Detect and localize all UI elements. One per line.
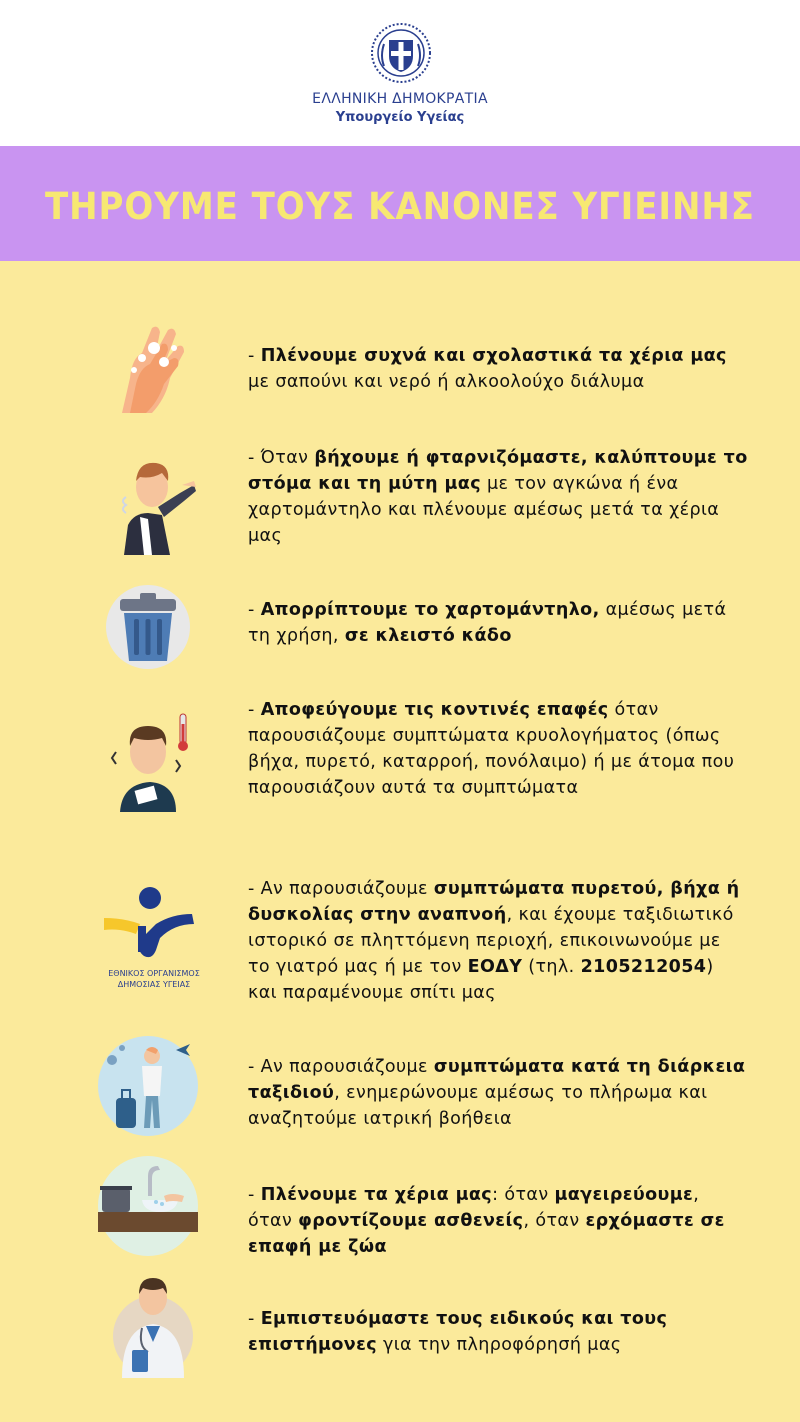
sneezing-man-icon — [118, 455, 196, 555]
rule-text-bold: Απορρίπτουμε το χαρτομάντηλο, — [260, 600, 600, 620]
rule-text: με τον αγκώνα ή ένα χαρτομάντηλο και πλένουμε αμέσως μετά τα χέρια μας — [248, 474, 720, 546]
rule-hand-washing — [248, 343, 748, 395]
rule-text: - Αν παρουσιάζουμε — [248, 879, 434, 899]
rule-text-bold: Πλένουμε τα χέρια μας — [260, 1185, 493, 1205]
rule-text-bold: σε κλειστό κάδο — [344, 626, 512, 646]
rule-text-bold: Αποφεύγουμε τις κοντινές επαφές — [260, 700, 609, 720]
rule-text: - — [248, 346, 261, 366]
rule-text: (τηλ. — [522, 957, 581, 977]
republic-title: ΕΛΛΗΝΙΚΗ ΔΗΜΟΚΡΑΤΙΑ — [312, 91, 488, 107]
eody-logo-icon — [100, 884, 196, 964]
rule-text-bold: μαγειρεύουμε — [554, 1185, 694, 1205]
rule-text-bold: ερχόμαστε σε επαφή με ζώα — [248, 1211, 725, 1257]
page-title: ΤΗΡΟΥΜΕ ΤΟΥΣ ΚΑΝΟΝΕΣ ΥΓΙΕΙΝΗΣ — [45, 185, 755, 228]
rule-text-bold: Εμπιστευόμαστε τους ειδικούς και τους επιστήμονες — [248, 1309, 668, 1355]
rule-text-bold: Πλένουμε συχνά και σχολαστικά τα χέρια μας — [260, 346, 727, 366]
rule-text: με σαπούνι και νερό ή αλκοολούχο διάλυμα — [248, 372, 645, 392]
rule-dispose-tissue — [248, 597, 748, 649]
rule-wash-occasions — [248, 1182, 748, 1260]
trash-bin-icon — [106, 585, 190, 669]
rule-text: - Αν παρουσιάζουμε — [248, 1057, 434, 1077]
rule-avoid-contact — [248, 697, 748, 801]
rule-contact-eody — [248, 876, 748, 1006]
rule-text: - Όταν — [248, 448, 315, 468]
rule-text: - — [248, 600, 261, 620]
rule-text: - — [248, 700, 261, 720]
rule-text-bold: συμπτώματα πυρετού, βήχα ή δυσκολίας στην αναπνοή — [248, 879, 740, 925]
rule-text: για την πληροφόρησή μας — [377, 1335, 622, 1355]
eody-logo-text-2: ΔΗΜΟΣΙΑΣ ΥΓΕΙΑΣ — [117, 980, 191, 989]
header — [0, 0, 800, 146]
kitchen-sink-icon — [98, 1156, 198, 1256]
rule-text: - — [248, 1185, 261, 1205]
rule-text-bold: ΕΟΔΥ — [467, 957, 523, 977]
rule-text-bold: 2105212054 — [580, 957, 707, 977]
rule-text-bold: βήχουμε ή φταρνιζόμαστε, καλύπτουμε το στόμα και τη μύτη μας — [248, 448, 748, 494]
greek-coat-of-arms-icon — [370, 20, 432, 86]
ministry-subtitle: Υπουργείο Υγείας — [335, 110, 465, 125]
rule-text: : όταν — [492, 1185, 555, 1205]
rule-text: , όταν — [523, 1211, 586, 1231]
rule-text: αμέσως μετά τη χρήση, — [248, 600, 727, 646]
rule-cover-cough — [248, 445, 748, 549]
sick-person-icon — [110, 712, 198, 812]
rule-text: όταν παρουσιάζουμε συμπτώματα κρυολογήματος (όπως βήχα, πυρετό, καταρροή, πονόλαιμο) ή με άτομα που παρουσιάζουν αυτά τα συμπτώματα — [248, 700, 735, 798]
eody-logo-text-1: ΕΘΝΙΚΟΣ ΟΡΓΑΝΙΣΜΟΣ — [108, 969, 200, 978]
rule-trust-experts — [248, 1306, 748, 1358]
rule-text: , ενημερώνουμε αμέσως το πλήρωμα και αναζητούμε ιατρική βοήθεια — [248, 1083, 708, 1129]
rule-text-bold: φροντίζουμε ασθενείς — [298, 1211, 524, 1231]
doctor-icon — [112, 1272, 194, 1378]
rule-text: - — [248, 1309, 261, 1329]
rule-travel-symptoms — [248, 1054, 748, 1132]
rule-text: ) και παραμένουμε σπίτι μας — [248, 957, 714, 1003]
rule-text-bold: συμπτώματα κατά τη διάρκεια ταξιδιού — [248, 1057, 746, 1103]
hand-washing-icon — [112, 318, 192, 418]
rule-text: , και έχουμε ταξιδιωτικό ιστορικό σε πληττόμενη περιοχή, επικοινωνούμε με το γιατρό μας ή με τον — [248, 905, 734, 977]
traveler-icon — [98, 1036, 198, 1136]
rule-text: , όταν — [248, 1185, 700, 1231]
